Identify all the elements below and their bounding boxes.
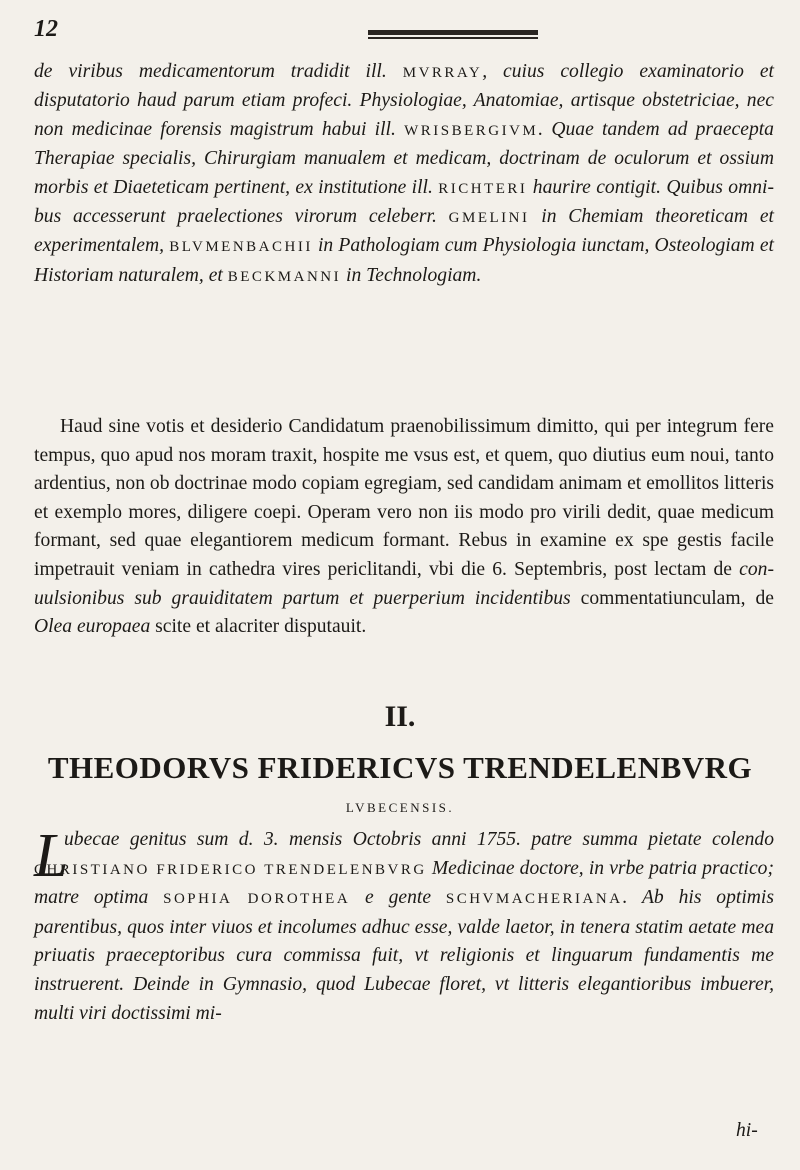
person-name: MVRRAY [402,65,483,81]
header-rule [368,30,538,35]
person-name: SOPHIA DOROTHEA [163,891,351,908]
person-name: CHRISTIANO FRIDERICO TRENDELENBVRG [34,861,427,878]
header-rule-thin [368,37,538,39]
family-name: SCHVMACHERIANA [445,891,623,908]
candidate-name-heading: THEODORVS FRIDERICVS TRENDELENBVRG [47,750,753,785]
paragraph-vita: ubecae genitus sum d. 3. mensis Octobris anni 1755. patre summa pietate colendo CHRISTIANO FRIDERICO TRENDELENBVRG Medicinae doctore, in vrbe patria practico; matre optima SOPHIA DOROTHEA e gente SCHVMACHERIANA. Ab his optimis parentibus, quos inter viuos et incolumes adhuc esse, valde laetor, in tenera statim aetate mea priuatis praeceptoribus cura commissa fuit, vt religionis et linguarum fundamentis me instruerent. Deinde in Gymnasio, quod Lubecae floret, vt litteris elegantioribus imbuerer, multi viri doctissimi mi- [34,829,774,1024]
person-name: BLVMENBACHII [169,239,313,256]
paragraph-teachers: de viribus medicamentorum tradidit ill. MVRRAY, cuius collegio examinatorio et disputatorio haud parum etiam profeci. Physiologiae, Anatomiae, artisque obstetriciae, nec non medicinae forensis magistrum habui ill. WRISBERGIVM. Quae tandem ad praecepta Therapiae specialis, Chirurgiam manualem et medicam, doctrinam de oculorum et ossium morbis et Diaeteticam pertinent, ex institutione ill. RICHTERI haurire contigit. Quibus omnibus accesserunt praelectiones virorum celeberr. GMELINI in Chemiam theoreticam et experimentalem, BLVMENBACHII in Pathologiam cum Physiologia iunctam, Osteologiam et Historiam naturalem, et BECKMANNI in Technologiam. [34,61,774,286]
person-name: WRISBERGIVM [404,122,539,139]
catchword: hi- [736,1120,758,1141]
person-name: RICHTERI [438,180,528,197]
dissertation-title: conuulsionibus sub grauiditatem partum et puerperium incidentibus [34,558,774,609]
page-number: 12 [34,16,58,42]
person-name: GMELINI [448,210,530,227]
candidate-origin: LVBECENSIS. [345,800,455,815]
person-name: BECKMANNI [227,268,342,285]
disputation-topic: Olea europaea [34,616,151,638]
paragraph-candidate: Haud sine votis et desiderio Candidatum praenobilissimum dimitto, qui per integrum fere tempus, quo apud nos moram traxit, hospite me vsus est, et quem, quo diutius eum noui, tanto ardentius, non ob doctrinae modo copiam egregiam, sed candidam animam et emollitos litteris et exemplo mores, diligere coepi. Operam vero non iis modo pro virili dedit, quae medicum formant, sed quae elegantiorem medicum formant. Rebus in examine ex spe gestis facile impetrauit veniam in cathedra vires periclitandi, vbi die 6. Septembris, post lectam de conuulsionibus sub grauiditatem partum et puerperium incidentibus commentatiunculam, de Olea europaea scite et alacriter disputauit. [34,416,775,638]
drop-cap: L [34,822,69,890]
section-number: II. [384,700,416,733]
